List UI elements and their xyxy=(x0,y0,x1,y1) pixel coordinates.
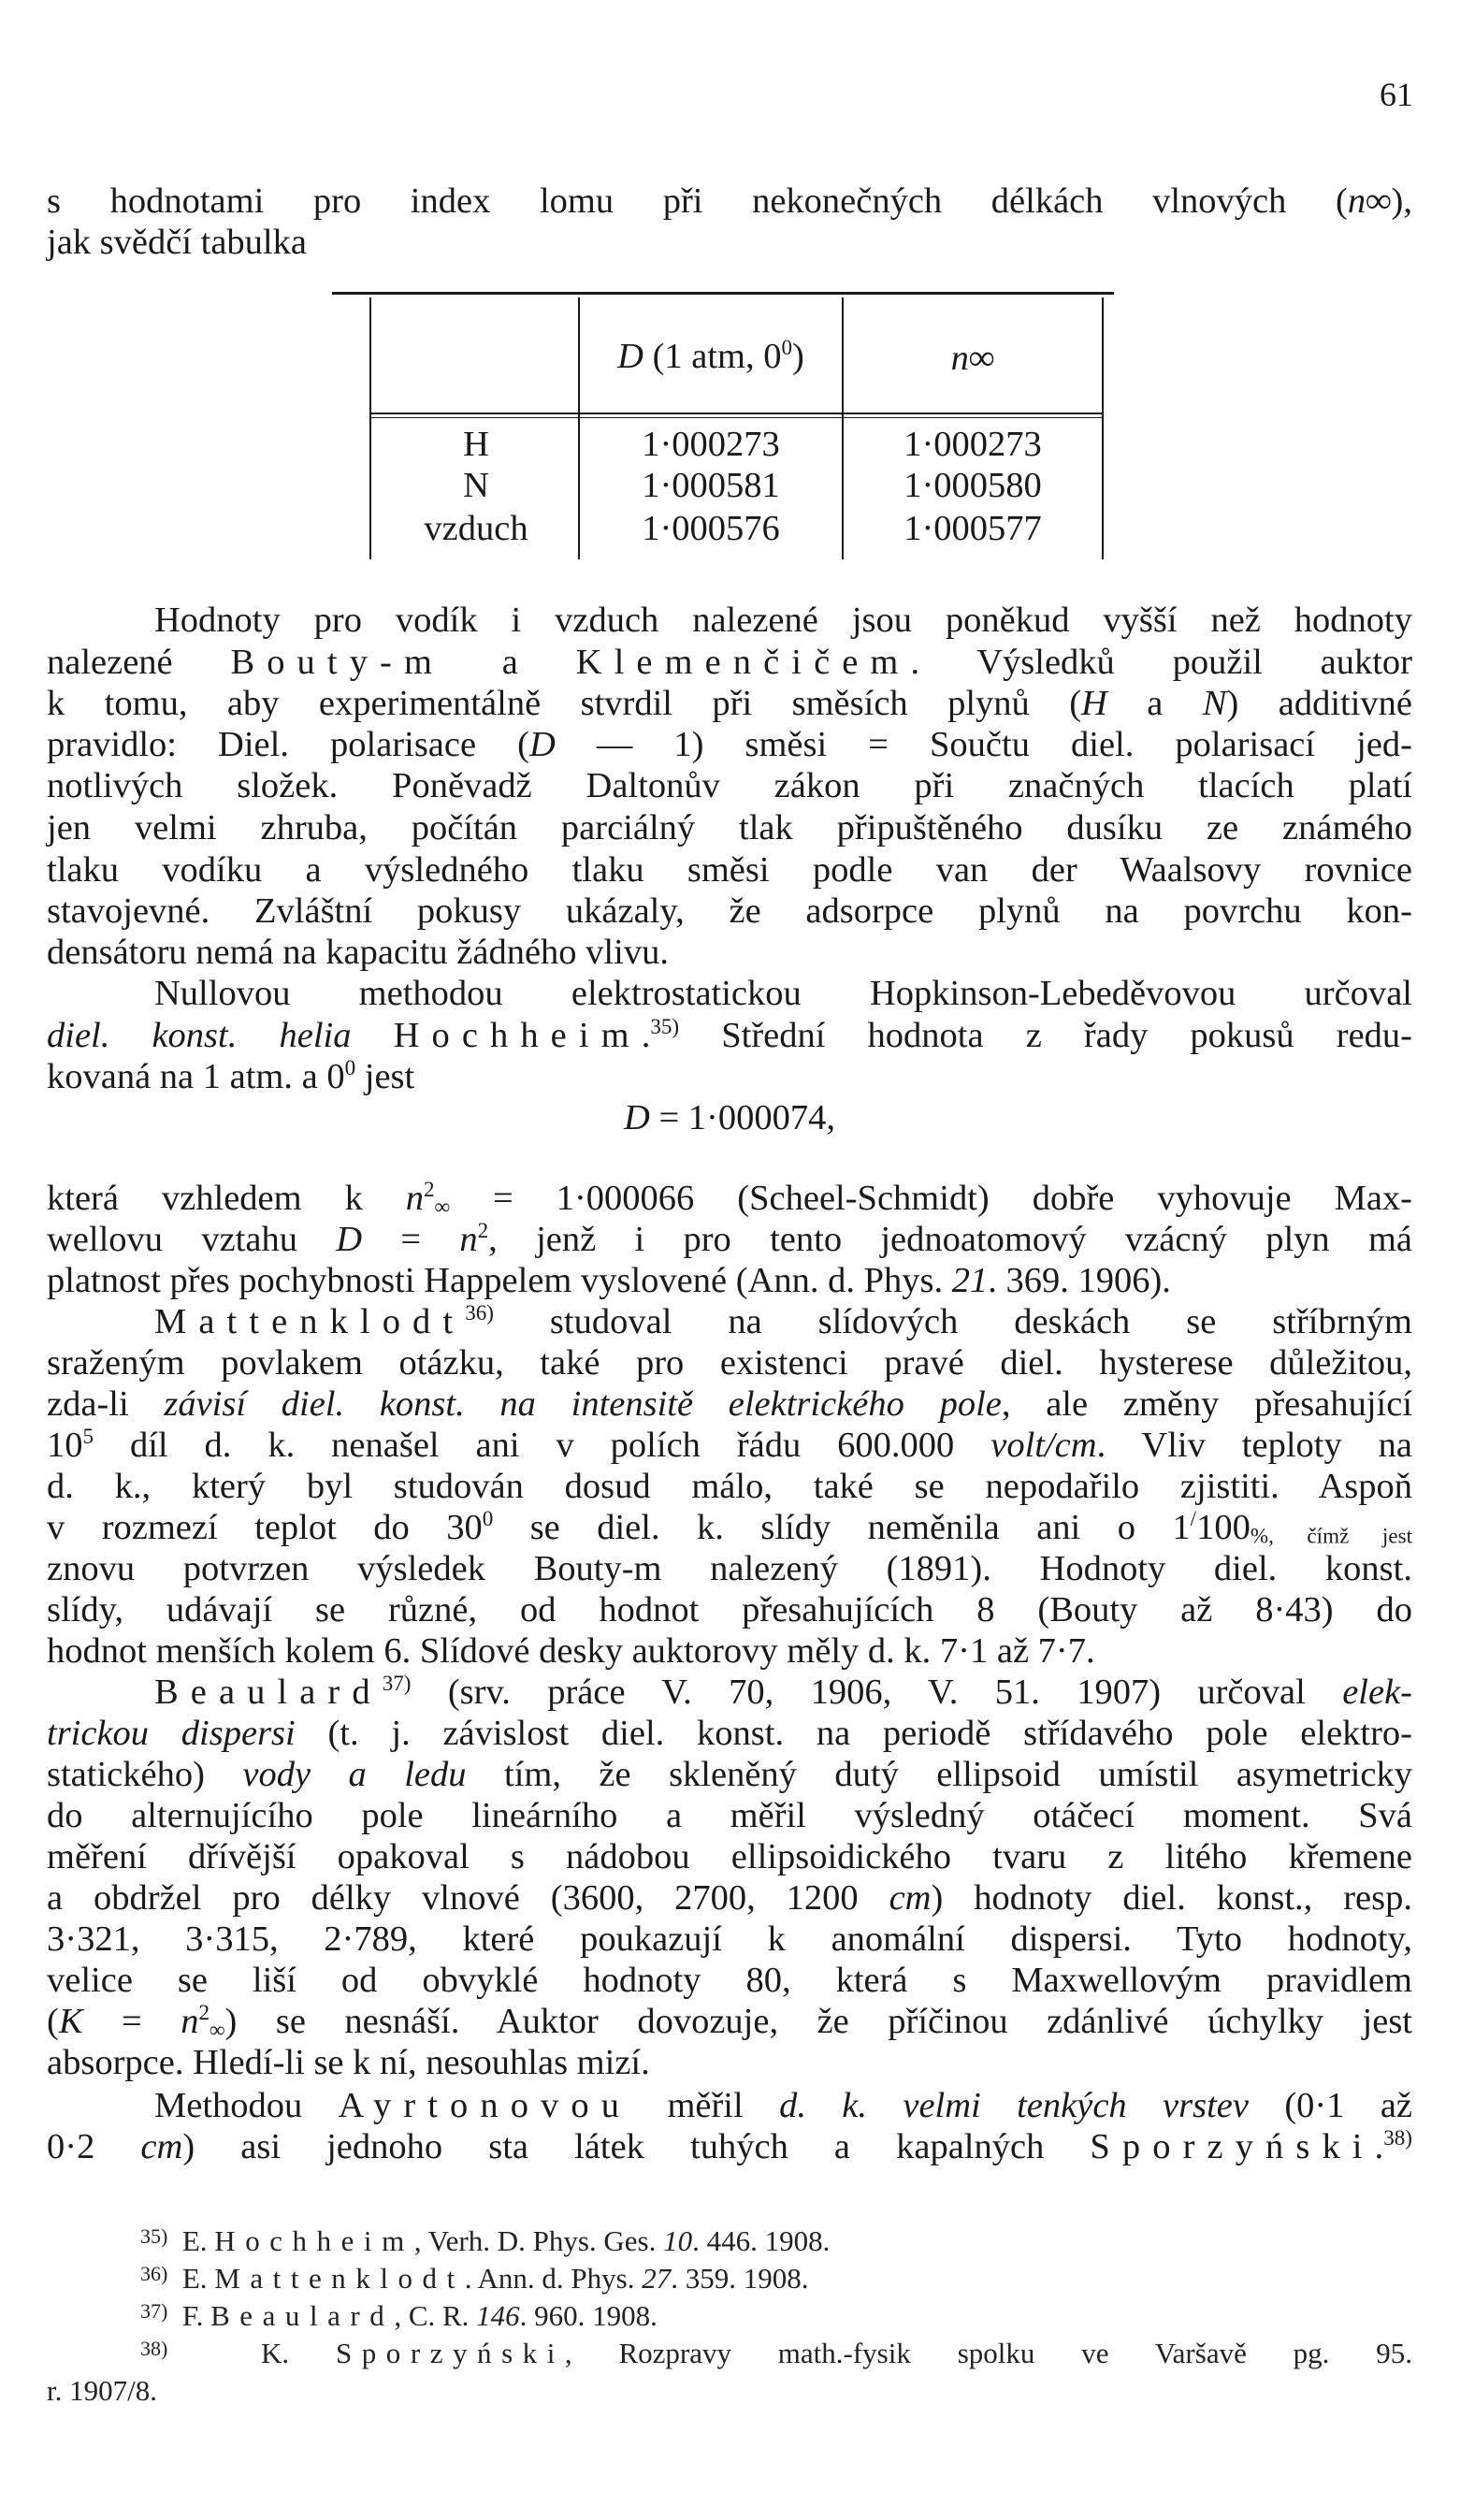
footnote: $^{38)}$ K. Sporzyński, Rozpravy math.-fysik spolku ve Varšavě pg. 95. xyxy=(140,2337,1413,2369)
text-line: znovu potvrzen výsledek Bouty-m nalezený (1891). Hodnoty diel. konst. xyxy=(47,1549,1412,1588)
text-line: platnost přes pochybnosti Happelem vyslovené (Ann. d. Phys. 21. 369. 1906). xyxy=(47,1261,1171,1300)
text-line: d. k., který byl studován dosud málo, také se nepodařilo zjistiti. Aspoň xyxy=(47,1467,1412,1506)
text-line: 0·2 cm) asi jednoho sta látek tuhých a kapalných Sporzyński.$^{38)}$ xyxy=(47,2125,1412,2166)
text-line: Nullovou methodou elektrostatickou Hopkinson-Lebeděvovou určoval xyxy=(154,974,1412,1013)
intro-line-2: jak svědčí tabulka xyxy=(47,223,307,262)
table-cell-D: 1·000576 xyxy=(642,509,780,548)
text-line: wellovu vztahu $D = n^2$, jenž i pro tento jednoatomový vzácný plyn má xyxy=(47,1218,1412,1259)
text-line: měření dřívější opakoval s nádobou ellipsoidického tvaru z litého křemene xyxy=(47,1837,1412,1876)
text-line: trickou dispersi (t. j. závislost diel. konst. na periodě střídavého pole elektro- xyxy=(47,1714,1412,1753)
intro-line-1 xyxy=(47,183,1412,220)
text-line: absorpce. Hledí-li se k ní, nesouhlas mizí. xyxy=(47,2043,650,2082)
text-line: do alternujícího pole lineárního a měřil výsledný otáčecí moment. Svá xyxy=(47,1796,1412,1835)
footnote: $^{35)}$ E. Hochheim, Verh. D. Phys. Ges. 10. 446. 1908. xyxy=(140,2224,831,2257)
text-line: stavojevné. Zvláštní pokusy ukázaly, že adsorpce plynů na povrchu kon- xyxy=(47,891,1412,931)
text-line: a obdržel pro délky vlnové (3600, 2700, 1200 cm) hodnoty diel. konst., resp. xyxy=(47,1878,1412,1918)
text-line: statického) vody a ledu tím, že skleněný dutý ellipsoid umístil asymetricky xyxy=(47,1755,1412,1794)
text-line: $(K = n^2_\infty)$ se nesnáší. Auktor dovozuje, že příčinou zdánlivé úchylky jest xyxy=(47,2000,1413,2042)
table-cell-n: 1·000580 xyxy=(903,466,1042,505)
text-line: sraženým povlakem otázku, také pro existenci pravé diel. hysterese důležitou, xyxy=(47,1343,1412,1383)
intro-text: s hodnotami pro index lomu při nekonečných délkách vlnových ( xyxy=(47,181,1348,221)
text-line: Methodou Ayrtonovou měřil d. k. velmi tenkých vrstev (0·1 až xyxy=(154,2086,1412,2125)
table-top-rule xyxy=(332,292,1114,295)
table-header-n: n∞ xyxy=(950,339,995,378)
text-line: která vzhledem k $n^2_\infty = 1\cdot 000066$ (Scheel-Schmidt) dobře vyhovuje Max- xyxy=(47,1177,1412,1219)
text-line: tlaku vodíku a výsledného tlaku směsi podle van der Waalsovy rovnice xyxy=(47,850,1412,890)
table-header-D: D (1 atm, $0^0$) xyxy=(617,335,804,376)
table-cell-D: 1·000581 xyxy=(642,466,780,505)
text-line: Beaulard$^{37)}$ (srv. práce V. 70, 1906, V. 51. 1907) určoval elek- xyxy=(154,1671,1412,1712)
text-line: velice se liší od obvyklé hodnoty 80, která s Maxwellovým pravidlem xyxy=(47,1961,1412,2000)
text-line: zda-li závisí diel. konst. na intensitě elektrického pole, ale změny přesahující xyxy=(47,1384,1413,1424)
table-cell-gas: N xyxy=(463,466,489,505)
text-line: notlivých složek. Poněvadž Daltonův zákon při značných tlacích platí xyxy=(47,766,1412,805)
text-line: kovaná na 1 atm. a $0^0$ jest xyxy=(47,1055,415,1096)
text-line: $10^5$ díl d. k. nenašel ani v polích řádu 600.000 volt/cm. Vliv teploty na xyxy=(47,1424,1412,1465)
text-line: nalezené Bouty-m a Klemenčičem. Výsledků použil auktor xyxy=(47,643,1413,682)
n-infinity-symbol: n∞ xyxy=(1347,181,1392,221)
text-line: v rozmezí teplot do $30^0$ se diel. k. slídy neměnila ani o $1^/100_{\%, čímž jest}$ xyxy=(47,1506,1412,1548)
table-cell-gas: H xyxy=(463,425,489,464)
text-line: k tomu, aby experimentálně stvrdil při směsích plynů (H a N) additivné xyxy=(47,684,1412,723)
footnote: $^{37)}$ F. Beaulard, C. R. 146. 960. 1908. xyxy=(140,2299,658,2332)
footnote-continuation: r. 1907/8. xyxy=(47,2374,157,2407)
text-line: pravidlo: Diel. polarisace (D — 1) směsi = Součtu diel. polarisací jed- xyxy=(47,725,1413,764)
equation: D = 1·000074, xyxy=(624,1098,835,1137)
footnote: $^{36)}$ E. Mattenklodt. Ann. d. Phys. 27. 359. 1908. xyxy=(140,2262,809,2295)
table-cell-n: 1·000273 xyxy=(903,425,1042,464)
table-cell-n: 1·000577 xyxy=(903,509,1042,548)
text-line: slídy, udávají se různé, od hodnot přesahujících 8 (Bouty až 8·43) do xyxy=(47,1590,1412,1629)
table-header-rule-b xyxy=(371,417,1102,418)
text-line: diel. konst. helia Hochheim.$^{35)}$ Střední hodnota z řady pokusů redu- xyxy=(47,1014,1413,1055)
text-line: densátoru nemá na kapacitu žádného vlivu. xyxy=(47,933,669,972)
text-line: Mattenklodt$^{36)}$ studoval na slídových deskách se stříbrným xyxy=(154,1300,1412,1341)
text-line: 3·321, 3·315, 2·789, které poukazují k anomální dispersi. Tyto hodnoty, xyxy=(47,1919,1412,1959)
table-right-rule xyxy=(1102,297,1104,559)
table-cell-gas: vzduch xyxy=(424,509,528,548)
page-number: 61 xyxy=(1380,76,1413,113)
table-left-rule xyxy=(369,297,371,559)
table-cell-D: 1·000273 xyxy=(642,425,780,464)
table-header-rule-a xyxy=(371,413,1102,414)
intro-text-end: ), xyxy=(1391,181,1412,221)
text-line: jen velmi zhruba, počítán parciálný tlak připuštěného dusíku ze známého xyxy=(47,808,1412,847)
text-line: Hodnoty pro vodík i vzduch nalezené jsou poněkud vyšší než hodnoty xyxy=(154,601,1412,640)
text-line: hodnot menších kolem 6. Slídové desky auktorovy měly d. k. 7·1 až 7·7. xyxy=(47,1631,1095,1671)
